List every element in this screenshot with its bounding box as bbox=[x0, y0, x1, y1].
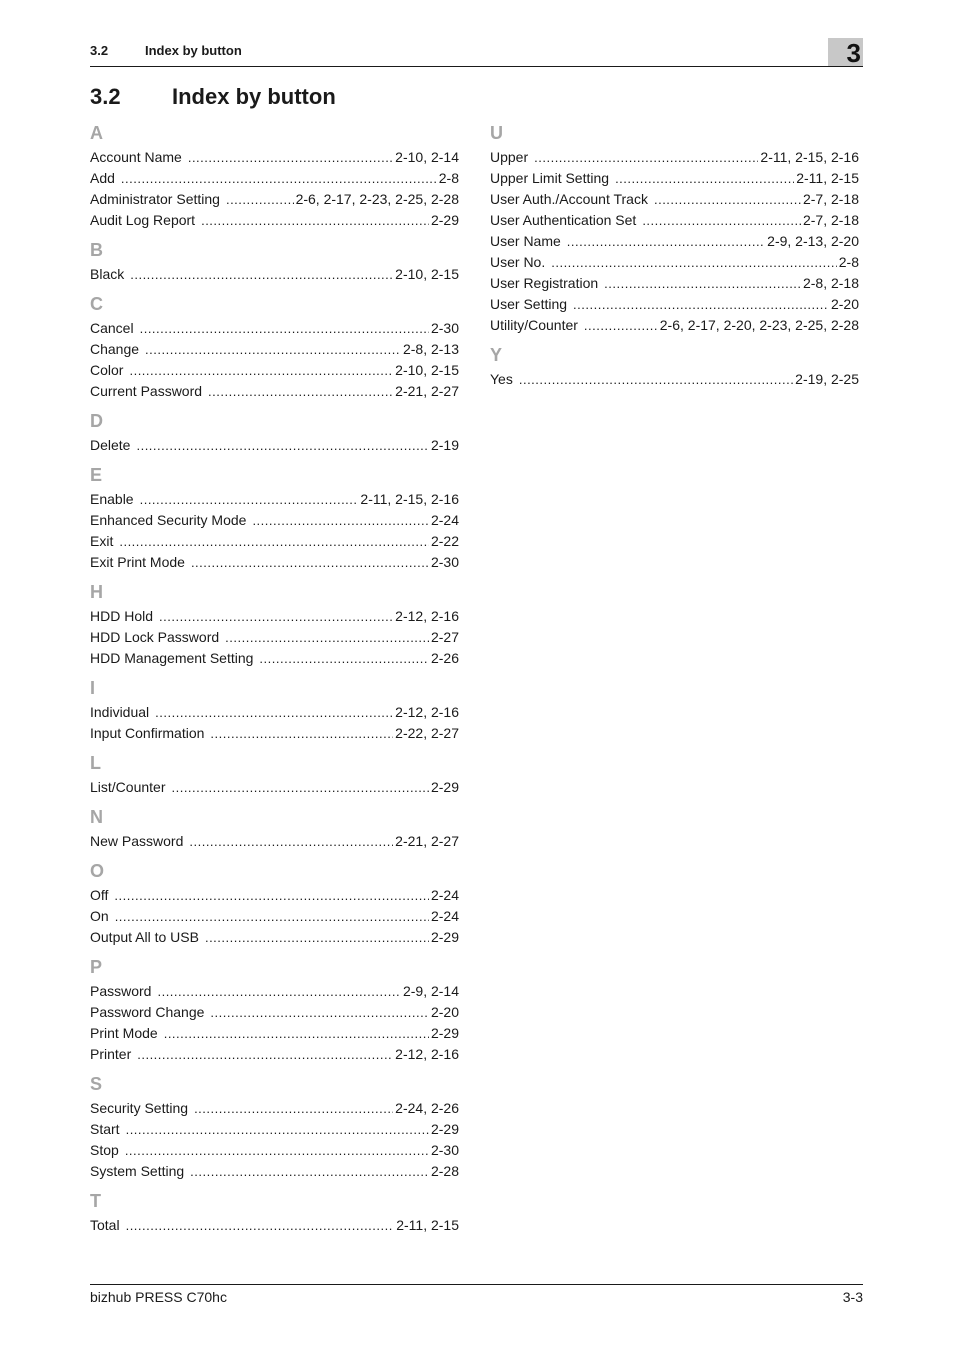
index-page-refs: 2-24 bbox=[430, 887, 459, 903]
index-page-refs: 2-12, 2-16 bbox=[395, 704, 459, 720]
index-term: Off bbox=[90, 887, 109, 903]
index-term: Stop bbox=[90, 1142, 119, 1158]
index-page-refs: 2-24 bbox=[430, 908, 459, 924]
index-entry bbox=[490, 210, 859, 231]
index-entry bbox=[90, 831, 459, 852]
index-entry bbox=[90, 339, 459, 360]
index-entry bbox=[90, 1119, 459, 1140]
dot-leader bbox=[126, 1119, 429, 1140]
index-entry bbox=[90, 168, 459, 189]
index-term: Upper Limit Setting bbox=[490, 170, 610, 186]
dot-leader bbox=[534, 147, 758, 168]
index-page-refs: 2-26 bbox=[430, 650, 459, 666]
index-entry bbox=[90, 210, 459, 231]
index-entry bbox=[490, 189, 859, 210]
index-term: User No. bbox=[490, 254, 546, 270]
index-page-refs: 2-9, 2-14 bbox=[402, 983, 459, 999]
index-letter-heading: P bbox=[90, 957, 103, 977]
index-page-refs: 2-19 bbox=[430, 437, 459, 453]
index-entry bbox=[490, 315, 859, 336]
dot-leader bbox=[201, 210, 429, 231]
index-term: HDD Hold bbox=[90, 608, 154, 624]
dot-leader bbox=[519, 369, 793, 390]
index-page-refs: 2-8 bbox=[438, 170, 459, 186]
footer-product-name: bizhub PRESS C70hc bbox=[90, 1289, 227, 1305]
index-page-refs: 2-7, 2-18 bbox=[802, 212, 859, 228]
index-page-refs: 2-29 bbox=[430, 212, 459, 228]
index-column-left bbox=[90, 120, 459, 1236]
index-letter-heading: S bbox=[90, 1074, 103, 1094]
index-group bbox=[90, 291, 459, 402]
header-section-title: Index by button bbox=[145, 43, 242, 58]
index-letter-heading: U bbox=[490, 123, 503, 143]
index-term: Upper bbox=[490, 149, 529, 165]
index-term: Account Name bbox=[90, 149, 182, 165]
dot-leader bbox=[567, 231, 765, 252]
index-entry bbox=[90, 318, 459, 339]
index-group bbox=[90, 579, 459, 669]
running-header bbox=[90, 42, 863, 67]
running-footer bbox=[90, 1284, 863, 1305]
index-page-refs: 2-8 bbox=[838, 254, 859, 270]
index-entry bbox=[90, 885, 459, 906]
index-term: Total bbox=[90, 1217, 120, 1233]
chapter-tab bbox=[828, 38, 863, 66]
dot-leader bbox=[654, 189, 801, 210]
index-page-refs: 2-8, 2-18 bbox=[802, 275, 859, 291]
dot-leader bbox=[194, 1098, 393, 1119]
index-term: Delete bbox=[90, 437, 131, 453]
index-group bbox=[90, 237, 459, 285]
index-entry bbox=[490, 294, 859, 315]
page-title-number: 3.2 bbox=[90, 84, 121, 109]
index-page-refs: 2-11, 2-15, 2-16 bbox=[360, 491, 459, 507]
index-entry bbox=[490, 369, 859, 390]
index-page-refs: 2-29 bbox=[430, 1121, 459, 1137]
index-page-refs: 2-19, 2-25 bbox=[795, 371, 859, 387]
index-page-refs: 2-11, 2-15, 2-16 bbox=[760, 149, 859, 165]
index-group bbox=[90, 954, 459, 1065]
index-page-refs: 2-10, 2-15 bbox=[395, 362, 459, 378]
index-page-refs: 2-27 bbox=[430, 629, 459, 645]
index-entry bbox=[90, 1161, 459, 1182]
index-term: User Registration bbox=[490, 275, 599, 291]
chapter-number: 3 bbox=[846, 38, 861, 68]
dot-leader bbox=[191, 552, 429, 573]
index-term: Black bbox=[90, 266, 125, 282]
index-entry bbox=[90, 1140, 459, 1161]
dot-leader bbox=[171, 777, 428, 798]
index-entry bbox=[90, 648, 459, 669]
index-term: Color bbox=[90, 362, 124, 378]
index-entry bbox=[90, 489, 459, 510]
index-page-refs: 2-11, 2-15 bbox=[396, 1217, 459, 1233]
index-entry bbox=[90, 381, 459, 402]
dot-leader bbox=[159, 606, 393, 627]
index-entry bbox=[90, 702, 459, 723]
index-term: Security Setting bbox=[90, 1100, 189, 1116]
index-letter-heading: D bbox=[90, 411, 103, 431]
index-page-refs: 2-20 bbox=[830, 296, 859, 312]
index-entry bbox=[490, 147, 859, 168]
index-group bbox=[90, 675, 459, 744]
dot-leader bbox=[140, 489, 359, 510]
index-term: Password bbox=[90, 983, 152, 999]
index-term: User Name bbox=[490, 233, 561, 249]
index-term: Printer bbox=[90, 1046, 132, 1062]
index-page-refs: 2-22 bbox=[430, 533, 459, 549]
index-page-refs: 2-24 bbox=[430, 512, 459, 528]
index-page-refs: 2-10, 2-15 bbox=[395, 266, 459, 282]
index-term: User Auth./Account Track bbox=[490, 191, 648, 207]
dot-leader bbox=[573, 294, 829, 315]
index-entry bbox=[90, 531, 459, 552]
dot-leader bbox=[189, 831, 393, 852]
index-page-refs: 2-24, 2-26 bbox=[395, 1100, 459, 1116]
index-page-refs: 2-12, 2-16 bbox=[395, 1046, 459, 1062]
index-term: Enhanced Security Mode bbox=[90, 512, 247, 528]
index-entry bbox=[90, 1044, 459, 1065]
index-page-refs: 2-20 bbox=[430, 1004, 459, 1020]
index-entry bbox=[90, 906, 459, 927]
index-letter-heading: H bbox=[90, 582, 103, 602]
dot-leader bbox=[208, 381, 393, 402]
index-group bbox=[90, 858, 459, 948]
index-page-refs: 2-11, 2-15 bbox=[796, 170, 859, 186]
index-group bbox=[90, 462, 459, 573]
index-term: Audit Log Report bbox=[90, 212, 196, 228]
dot-leader bbox=[119, 531, 429, 552]
index-letter-heading: C bbox=[90, 294, 103, 314]
index-entry bbox=[90, 777, 459, 798]
index-term: List/Counter bbox=[90, 779, 166, 795]
index-entry bbox=[90, 1215, 459, 1236]
index-entry bbox=[90, 1002, 459, 1023]
index-letter-heading: T bbox=[90, 1191, 101, 1211]
index-entry bbox=[90, 147, 459, 168]
dot-leader bbox=[615, 168, 794, 189]
index-entry bbox=[90, 510, 459, 531]
index-letter-heading: L bbox=[90, 753, 101, 773]
index-letter-heading: O bbox=[90, 861, 105, 881]
dot-leader bbox=[642, 210, 801, 231]
index-group bbox=[90, 408, 459, 456]
footer-page-number: 3-3 bbox=[842, 1289, 863, 1305]
index-entry bbox=[90, 981, 459, 1002]
index-term: HDD Lock Password bbox=[90, 629, 220, 645]
dot-leader bbox=[114, 885, 429, 906]
index-entry bbox=[90, 264, 459, 285]
dot-leader bbox=[157, 981, 400, 1002]
index-page-refs: 2-30 bbox=[430, 554, 459, 570]
dot-leader bbox=[125, 1140, 429, 1161]
index-term: Add bbox=[90, 170, 115, 186]
index-term: Print Mode bbox=[90, 1025, 158, 1041]
dot-leader bbox=[190, 1161, 429, 1182]
index-entry bbox=[90, 435, 459, 456]
index-term: Output All to USB bbox=[90, 929, 199, 945]
index-entry bbox=[490, 231, 859, 252]
index-page-refs: 2-6, 2-17, 2-20, 2-23, 2-25, 2-28 bbox=[659, 317, 859, 333]
index-column-right bbox=[490, 120, 859, 390]
index-entry bbox=[90, 1098, 459, 1119]
index-group bbox=[90, 804, 459, 852]
dot-leader bbox=[126, 1215, 395, 1236]
index-page-refs: 2-29 bbox=[430, 1025, 459, 1041]
header-section-number: 3.2 bbox=[90, 43, 109, 58]
dot-leader bbox=[210, 723, 393, 744]
index-letter-heading: Y bbox=[490, 345, 503, 365]
index-term: Individual bbox=[90, 704, 150, 720]
dot-leader bbox=[210, 1002, 429, 1023]
index-page-refs: 2-6, 2-17, 2-23, 2-25, 2-28 bbox=[295, 191, 459, 207]
dot-leader bbox=[140, 318, 429, 339]
index-term: System Setting bbox=[90, 1163, 185, 1179]
index-group bbox=[90, 120, 459, 231]
index-page-refs: 2-21, 2-27 bbox=[395, 833, 459, 849]
index-term: Change bbox=[90, 341, 140, 357]
dot-leader bbox=[136, 435, 429, 456]
index-page-refs: 2-29 bbox=[430, 929, 459, 945]
dot-leader bbox=[155, 702, 393, 723]
index-term: Cancel bbox=[90, 320, 134, 336]
index-group bbox=[490, 120, 859, 336]
index-entry bbox=[90, 927, 459, 948]
index-group bbox=[90, 1071, 459, 1182]
index-letter-heading: N bbox=[90, 807, 103, 827]
index-entry bbox=[490, 252, 859, 273]
index-page-refs: 2-29 bbox=[430, 779, 459, 795]
index-term: Yes bbox=[490, 371, 513, 387]
index-entry bbox=[90, 360, 459, 381]
index-entry bbox=[490, 273, 859, 294]
index-term: New Password bbox=[90, 833, 184, 849]
dot-leader bbox=[259, 648, 429, 669]
dot-leader bbox=[121, 168, 437, 189]
index-page-refs: 2-8, 2-13 bbox=[402, 341, 459, 357]
index-entry bbox=[90, 723, 459, 744]
index-term: Exit Print Mode bbox=[90, 554, 185, 570]
index-page-refs: 2-10, 2-14 bbox=[395, 149, 459, 165]
dot-leader bbox=[137, 1044, 393, 1065]
index-entry bbox=[90, 606, 459, 627]
index-page-refs: 2-22, 2-27 bbox=[395, 725, 459, 741]
dot-leader bbox=[115, 906, 429, 927]
index-term: Password Change bbox=[90, 1004, 205, 1020]
index-entry bbox=[90, 627, 459, 648]
dot-leader bbox=[130, 264, 393, 285]
dot-leader bbox=[188, 147, 393, 168]
index-page-refs: 2-7, 2-18 bbox=[802, 191, 859, 207]
index-term: Input Confirmation bbox=[90, 725, 205, 741]
index-letter-heading: E bbox=[90, 465, 103, 485]
index-group bbox=[490, 342, 859, 390]
index-page-refs: 2-30 bbox=[430, 1142, 459, 1158]
index-term: Start bbox=[90, 1121, 120, 1137]
index-entry bbox=[90, 189, 459, 210]
dot-leader bbox=[226, 189, 294, 210]
index-term: Enable bbox=[90, 491, 134, 507]
dot-leader bbox=[584, 315, 658, 336]
index-term: Utility/Counter bbox=[490, 317, 578, 333]
index-group bbox=[90, 1188, 459, 1236]
index-page-refs: 2-21, 2-27 bbox=[395, 383, 459, 399]
dot-leader bbox=[145, 339, 401, 360]
index-entry bbox=[90, 1023, 459, 1044]
dot-leader bbox=[604, 273, 801, 294]
index-page-refs: 2-28 bbox=[430, 1163, 459, 1179]
page-title-text: Index by button bbox=[172, 84, 336, 109]
index-entry bbox=[490, 168, 859, 189]
dot-leader bbox=[164, 1023, 429, 1044]
index-term: Administrator Setting bbox=[90, 191, 220, 207]
index-letter-heading: A bbox=[90, 123, 103, 143]
dot-leader bbox=[129, 360, 393, 381]
dot-leader bbox=[252, 510, 429, 531]
dot-leader bbox=[225, 627, 429, 648]
index-page-refs: 2-12, 2-16 bbox=[395, 608, 459, 624]
index-term: On bbox=[90, 908, 109, 924]
index-term: HDD Management Setting bbox=[90, 650, 254, 666]
index-term: Exit bbox=[90, 533, 114, 549]
index-group bbox=[90, 750, 459, 798]
dot-leader bbox=[551, 252, 837, 273]
index-page-refs: 2-9, 2-13, 2-20 bbox=[767, 233, 859, 249]
index-term: Current Password bbox=[90, 383, 203, 399]
index-letter-heading: B bbox=[90, 240, 103, 260]
index-page-refs: 2-30 bbox=[430, 320, 459, 336]
index-term: User Setting bbox=[490, 296, 568, 312]
index-entry bbox=[90, 552, 459, 573]
dot-leader bbox=[205, 927, 429, 948]
index-letter-heading: I bbox=[90, 678, 96, 698]
index-term: User Authentication Set bbox=[490, 212, 637, 228]
